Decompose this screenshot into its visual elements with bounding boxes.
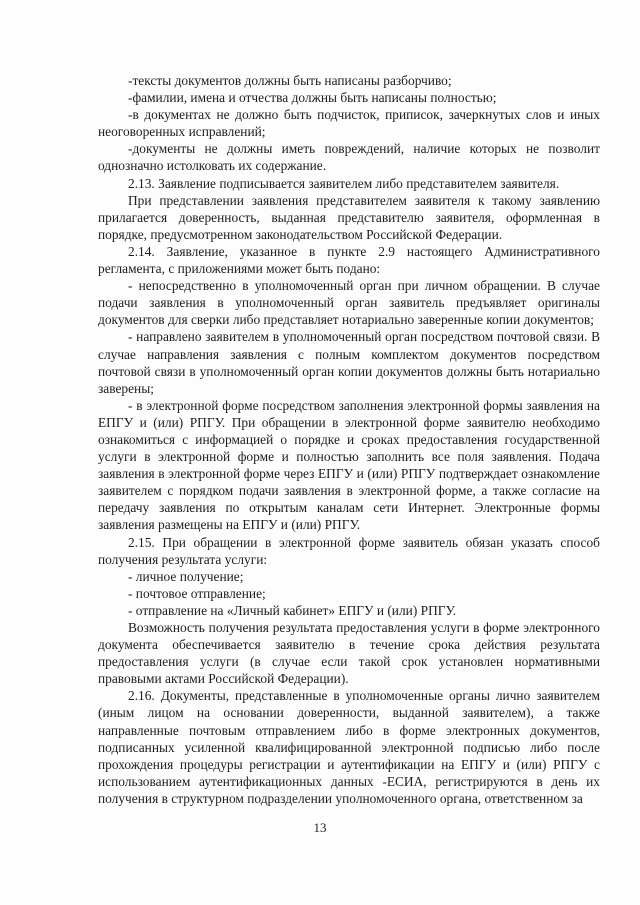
list-item-cabinet: - отправление на «Личный кабинет» ЕПГУ и (или) РПГУ. [128,602,457,618]
list-item-personal: - личное получение; [128,568,244,584]
page-number: 13 [313,820,327,835]
paragraph-requirement-no-damage: -документы не должны иметь повреждений, наличие которых не позволит однозначно истолковать их содержание. [98,141,600,174]
paragraph-requirement-full-names: -фамилии, имена и отчества должны быть написаны полностью; [128,90,497,106]
paragraph-electronic-result: Возможность получения результата предоставления услуги в форме электронного документа обеспечивается заявителю в течение срока действия результата предоставления услуги (в случае если такой срок установлен нормативными правовыми актами Российской Федерации). [98,620,600,687]
paragraph-2-14: 2.14. Заявление, указанное в пункте 2.9 настоящего Административного регламента, с приложениями может быть подано: [98,243,600,277]
paragraph-by-post: - направлено заявителем в уполномоченный орган посредством почтовой связи. В случае направления заявления с полным комплектом документов посредством почтовой связи в уполномоченный орган копии документов должны быть нотариально заверены; [98,329,600,396]
paragraph-in-person: - непосредственно в уполномоченный орган при личном обращении. В случае подачи заявления в уполномоченный орган заявитель предъявляет оригиналы документов для сверки либо представляет нотариально заверенные копии документов; [98,278,600,328]
list-item-postal: - почтовое отправление; [128,585,266,601]
paragraph-requirement-legible: -тексты документов должны быть написаны разборчиво; [128,73,452,88]
paragraph-2-15: 2.15. При обращении в электронной форме заявитель обязан указать способ получения результата услуги: [98,534,600,567]
paragraph-electronic: - в электронной форме посредством заполнения электронной формы заявления на ЕПГУ и (или) РПГУ. При обращении в электронной форме заявителю необходимо ознакомиться с информацией о порядке и сроках предоставления государственной услуги в электронной форме и полностью заполнить все поля заявления. Подача заявления в электронной форме через ЕПГУ и (или) РПГУ подтверждает ознакомление заявителем с порядком подачи заявления в электронной форме, а также согласие на передачу заявления по открытым каналам сети Интернет. Электронные формы заявления размещены на ЕПГУ и (или) РПГУ. [98,397,600,533]
paragraph-requirement-no-erasures: -в документах не должно быть подчисток, приписок, зачеркнутых слов и иных неоговоренных исправлений; [98,107,600,140]
document-body [98,72,600,807]
paragraph-2-16: 2.16. Документы, представленные в уполномоченные органы лично заявителем (иным лицом на основании доверенности, выданной заявителем), а также направленные почтовым отправлением либо в форме электронных документов, подписанных усиленной квалифицированной электронной подписью либо после прохождения процедуры регистрации и аутентификации на ЕПГУ и (или) РПГУ с использованием аутентификационных данных -ЕСИА, регистрируются в день их получения в структурном подразделении уполномоченного органа, ответственном за [98,688,600,806]
paragraph-2-13: 2.13. Заявление подписывается заявителем либо представителем заявителя. [128,175,560,191]
paragraph-representative: При представлении заявления представителем заявителя к такому заявлению прилагается доверенность, выданная представителю заявителя, оформленная в порядке, предусмотренном законодательством Российской Федерации. [98,192,600,242]
